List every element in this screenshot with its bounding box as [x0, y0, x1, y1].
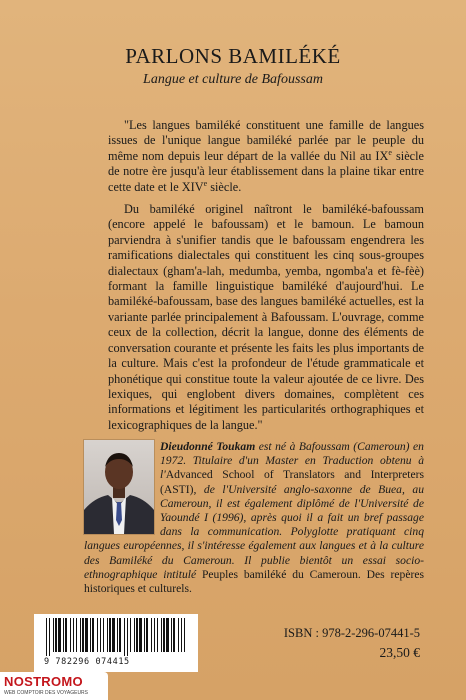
store-tagline: WEB COMPTOIR DES VOYAGEURS	[4, 690, 88, 696]
blurb-paragraph-1: "Les langues bamiléké constituent une famille de langues issues de l'unique langue bamiléké parlée par le peuple du même nom depuis leur départ de la vallée du Nil au IXe siècle de notre ère jusqu'à leur établissement dans la plaine tikar entre cette date et le XIVe siècle.	[108, 118, 424, 194]
essay-title: Peuples bamiléké du Cameroun. Des repères historiques et culturels.	[84, 567, 424, 596]
store-name: NOSTROMO	[4, 674, 83, 689]
photo-spacer	[84, 440, 160, 536]
blurb-paragraph-2: Du bamiléké originel naîtront le bamiléké-bafoussam (encore appelé le bafoussam) et le bamoun. Le bamoun parviendra à s'unifier tandis que le bafoussam engendrera les ramifications dialectales qui constituent les cinq sous-groupes dialectaux (gham'a-lah, medumba, yemba, ngomba'a et fè-fèè) formant la famille linguistique bamiléké d'aujourd'hui. Le bamiléké-bafoussam, base des langues bamiléké actuelles, est la variante parlée principalement à Bafoussam. L'ouvrage, comme ceux de la collection, décrit la langue, donne des éléments de conversation courante et présente les faits les plus importants de la culture. Mais c'est la profondeur de l'étude grammaticale et phonétique qui constitue toute la valeur ajoutée de ce livre. Des lexiques, qui englobent divers domaines, complètent ces informations et légitiment les particularités orthographiques et lexicographiques de la langue."	[108, 202, 424, 432]
isbn: ISBN : 978-2-296-07441-5	[283, 626, 420, 640]
book-subtitle: Langue et culture de Bafoussam	[143, 72, 323, 87]
barcode-digits: 9 782296 074415	[44, 657, 130, 667]
store-logo[interactable]	[0, 672, 108, 700]
author-biography: Dieudonné Toukam est né à Bafoussam (Cameroun) en 1972. Titulaire d'un Master en Traduction obtenu à l'Advanced School of Translators and Interpreters (ASTI), de l'Université anglo-saxonne de Buea, au Cameroun, il est également diplômé de l'Université de Yaoundé I (1996), après quoi il a fait un bref passage dans la communication. Polyglotte pratiquant cinq langues européennes, il s'intéresse également aux langues et à la culture des Bamiléké du Cameroun. Il publie bientôt un essai socio-ethnographique intitulé Peuples bamiléké du Cameroun. Des repères historiques et culturels.	[84, 440, 424, 596]
barcode	[34, 614, 198, 672]
author-name: Dieudonné Toukam	[160, 440, 256, 453]
back-cover-blurb	[108, 118, 424, 440]
book-title: PARLONS BAMILÉKÉ	[125, 44, 341, 68]
barcode-bars	[44, 618, 190, 656]
price: 23,50 €	[379, 645, 420, 660]
